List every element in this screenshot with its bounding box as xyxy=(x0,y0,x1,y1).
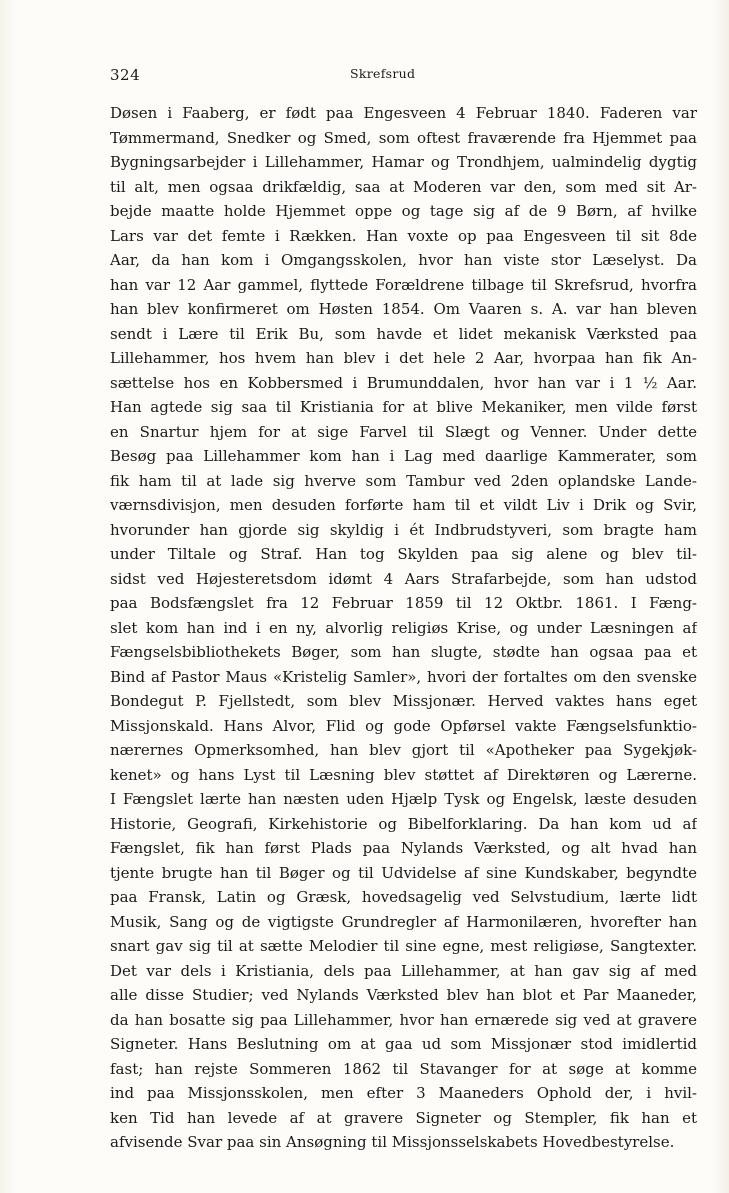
text-line: slet kom han ind i en ny, alvorlig religiøs Krise, og under Læsningen af xyxy=(110,618,697,637)
text-line: Døsen i Faaberg, er født paa Engesveen 4 Februar 1840. Faderen var xyxy=(110,104,697,122)
text-line: kenet» og hans Lyst til Læsning blev støttet af Direktøren og Lærerne. xyxy=(110,765,697,784)
text-line: Besøg paa Lillehammer kom han i Lag med daarlige Kammerater, som xyxy=(110,447,697,465)
text-line: værnsdivisjon, men desuden forførte ham til et vildt Liv i Drik og Svir, xyxy=(110,496,697,514)
text-line: I Fængslet lærte han næsten uden Hjælp Tysk og Engelsk, læste desuden xyxy=(110,790,697,808)
text-line: tjente brugte han til Bøger og til Udvidelse af sine Kundskaber, begyndte xyxy=(110,863,697,882)
text-line: Musik, Sang og de vigtigste Grundregler af Harmonilæren, hvorefter han xyxy=(110,912,697,931)
text-line: Det var dels i Kristiania, dels paa Lillehammer, at han gav sig af med xyxy=(110,961,697,980)
text-line: Lillehammer, hos hvem han blev i det hele 2 Aar, hvorpaa han fik An- xyxy=(110,349,697,367)
text-line: ind paa Missjonsskolen, men efter 3 Maaneders Ophold der, i hvil- xyxy=(110,1084,697,1102)
text-line: sidst ved Højesteretsdom idømt 4 Aars Strafarbejde, som han udstod xyxy=(110,569,697,588)
page-number: 324 xyxy=(110,66,141,84)
page-header xyxy=(110,66,700,86)
text-line: Tømmermand, Snedker og Smed, som oftest fraværende fra Hjemmet paa xyxy=(110,128,697,147)
text-line: paa Bodsfængslet fra 12 Februar 1859 til 12 Oktbr. 1861. I Fæng- xyxy=(110,594,697,612)
text-line: Fængslet, fik han først Plads paa Nylands Værksted, og alt hvad han xyxy=(110,839,697,857)
text-line: Missjonskald. Hans Alvor, Flid og gode Opførsel vakte Fængselsfunktio- xyxy=(110,716,697,735)
body-text xyxy=(110,101,697,1155)
text-line: fik ham til at lade sig hverve som Tambur ved 2den oplandske Lande- xyxy=(110,471,697,490)
text-line: ken Tid han levede af at gravere Signeter og Stempler, fik han et xyxy=(110,1108,697,1127)
text-line: Lars var det femte i Rækken. Han voxte op paa Engesveen til sit 8de xyxy=(110,226,697,245)
text-line: da han bosatte sig paa Lillehammer, hvor han ernærede sig ved at gravere xyxy=(110,1010,697,1029)
text-line: Aar, da han kom i Omgangsskolen, hvor han viste stor Læselyst. Da xyxy=(110,251,697,269)
text-line: sættelse hos en Kobbersmed i Brumunddalen, hvor han var i 1 ½ Aar. xyxy=(110,373,697,392)
text-line: Signeter. Hans Beslutning om at gaa ud som Missjonær stod imidlertid xyxy=(110,1035,697,1053)
text-line: han blev konfirmeret om Høsten 1854. Om Vaaren s. A. var han bleven xyxy=(110,300,697,318)
text-line: Bondegut P. Fjellstedt, som blev Missjonær. Herved vaktes hans eget xyxy=(110,692,697,710)
text-line: Fængselsbibliothekets Bøger, som han slugte, stødte han ogsaa paa et xyxy=(110,643,697,661)
text-line: Bygningsarbejder i Lillehammer, Hamar og Trondhjem, ualmindelig dygtig xyxy=(110,153,697,171)
text-line: en Snartur hjem for at sige Farvel til Slægt og Venner. Under dette xyxy=(110,422,697,441)
text-line: hvorunder han gjorde sig skyldig i ét Indbrudstyveri, som bragte ham xyxy=(110,520,697,539)
text-line: snart gav sig til at sætte Melodier til sine egne, mest religiøse, Sangtexter. xyxy=(110,937,697,955)
text-line: til alt, men ogsaa drikfældig, saa at Moderen var den, som med sit Ar- xyxy=(110,177,697,196)
text-line: afvisende Svar paa sin Ansøgning til Missjonsselskabets Hovedbestyrelse. xyxy=(110,1133,675,1151)
text-line: Han agtede sig saa til Kristiania for at blive Mekaniker, men vilde først xyxy=(110,398,697,416)
text-line: Historie, Geografi, Kirkehistorie og Bibelforklaring. Da han kom ud af xyxy=(110,814,697,833)
text-line: under Tiltale og Straf. Han tog Skylden paa sig alene og blev til- xyxy=(110,545,697,563)
text-line: sendt i Lære til Erik Bu, som havde et lidet mekanisk Værksted paa xyxy=(110,324,697,343)
text-line: nærernes Opmerksomhed, han blev gjort til «Apotheker paa Sygekjøk- xyxy=(110,741,697,759)
text-line: paa Fransk, Latin og Græsk, hovedsagelig ved Selvstudium, lærte lidt xyxy=(110,888,697,906)
running-title: Skrefsrud xyxy=(350,66,416,81)
text-line: fast; han rejste Sommeren 1862 til Stavanger for at søge at komme xyxy=(110,1059,697,1078)
text-line: bejde maatte holde Hjemmet oppe og tage sig af de 9 Børn, af hvilke xyxy=(110,202,697,220)
text-line: han var 12 Aar gammel, flyttede Forældrene tilbage til Skrefsrud, hvorfra xyxy=(110,275,697,294)
text-line: Bind af Pastor Maus «Kristelig Samler», hvori der fortaltes om den svenske xyxy=(110,667,697,686)
text-line: alle disse Studier; ved Nylands Værksted blev han blot et Par Maaneder, xyxy=(110,986,697,1004)
